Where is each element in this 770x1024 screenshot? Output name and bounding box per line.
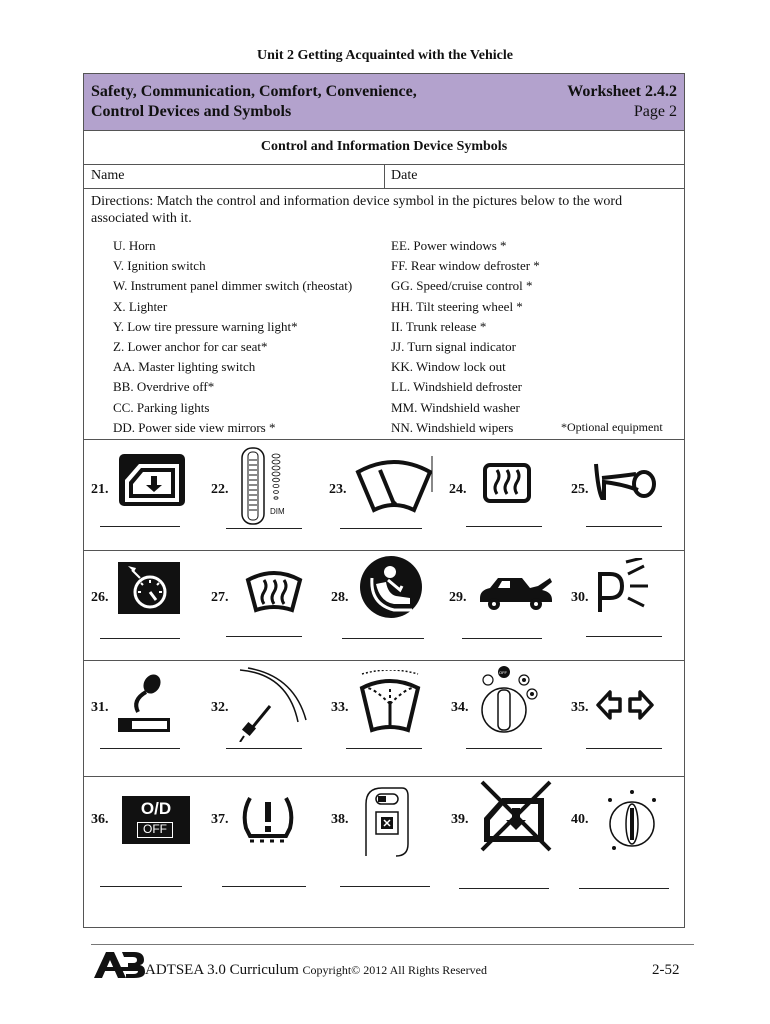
word-item: DD. Power side view mirrors *	[113, 419, 276, 435]
symbol-grid	[84, 439, 684, 929]
symbol-cell-37	[204, 776, 324, 886]
adtsea-logo-icon	[92, 950, 146, 980]
symbol-cell-33	[324, 660, 444, 770]
windshield-defroster-icon	[244, 566, 304, 616]
symbol-number: 39.	[451, 812, 469, 827]
word-item: AA. Master lighting switch	[113, 359, 256, 375]
symbol-cell-29	[444, 550, 564, 660]
word-item: JJ. Turn signal indicator	[391, 339, 516, 355]
symbol-number: 30.	[571, 590, 589, 605]
symbol-cell-22	[204, 440, 324, 550]
word-item: KK. Window lock out	[391, 359, 506, 375]
symbol-number: 40.	[571, 812, 589, 827]
symbol-number: 26.	[91, 590, 109, 605]
word-item: FF. Rear window defroster *	[391, 258, 540, 274]
symbol-number: 33.	[331, 700, 349, 715]
ignition-switch-icon	[602, 786, 662, 856]
parking-lights-icon	[592, 558, 652, 616]
answer-blank[interactable]	[346, 748, 422, 749]
word-item: MM. Windshield washer	[391, 399, 520, 415]
rear-defroster-icon	[482, 462, 532, 506]
windshield-wiper-icon	[354, 452, 434, 518]
answer-blank[interactable]	[340, 886, 430, 887]
answer-blank[interactable]	[100, 886, 182, 887]
symbol-number: 34.	[451, 700, 469, 715]
symbol-number: 28.	[331, 590, 349, 605]
answer-blank[interactable]	[579, 888, 669, 889]
word-item: Z. Lower anchor for car seat*	[113, 339, 268, 355]
unit-title: Unit 2 Getting Acquainted with the Vehicle	[257, 48, 513, 63]
od-label: O/D	[140, 799, 172, 818]
window-lockout-icon	[478, 778, 554, 854]
symbol-number: 36.	[91, 812, 109, 827]
lighter-icon	[114, 670, 174, 734]
symbol-number: 23.	[329, 482, 347, 497]
section-title: Control and Information Device Symbols	[84, 130, 684, 165]
symbol-number: 27.	[211, 590, 229, 605]
word-item: HH. Tilt steering wheel *	[391, 298, 523, 314]
symbol-cell-35	[564, 660, 684, 770]
answer-blank[interactable]	[226, 636, 302, 637]
answer-blank[interactable]	[342, 638, 424, 639]
footer-rule	[91, 944, 694, 945]
symbol-number: 24.	[449, 482, 467, 497]
symbol-number: 22.	[211, 482, 229, 497]
worksheet-number: Worksheet 2.4.2	[567, 83, 677, 100]
answer-blank[interactable]	[226, 748, 302, 749]
symbol-number: 25.	[571, 482, 589, 497]
word-item: CC. Parking lights	[113, 399, 210, 415]
symbol-cell-23	[324, 440, 444, 550]
word-item: NN. Windshield wipers	[391, 419, 514, 435]
word-item: II. Trunk release *	[391, 318, 487, 334]
answer-blank[interactable]	[466, 526, 542, 527]
answer-blank[interactable]	[222, 886, 306, 887]
symbol-number: 37.	[211, 812, 229, 827]
answer-blank[interactable]	[459, 888, 549, 889]
word-item: BB. Overdrive off*	[113, 379, 215, 395]
name-field[interactable]: Name	[91, 168, 125, 183]
footer-brand: ADTSEA 3.0 Curriculum	[145, 962, 299, 978]
word-list-right	[391, 236, 540, 438]
child-seat-anchor-icon	[358, 554, 424, 620]
optional-note: *Optional equipment	[561, 420, 663, 434]
power-mirror-icon	[362, 784, 410, 858]
symbol-cell-25	[564, 440, 684, 550]
worksheet-title-line2: Control Devices and Symbols	[91, 103, 292, 120]
symbol-cell-34	[444, 660, 564, 770]
symbol-number: 21.	[91, 482, 109, 497]
dimmer-switch-icon	[238, 446, 293, 526]
directions-text: Directions: Match the control and information device symbol in the pictures below to the word associated with it.	[91, 194, 623, 226]
turn-signal-icon	[596, 688, 654, 722]
answer-blank[interactable]	[586, 526, 662, 527]
symbol-cell-38	[324, 776, 444, 886]
word-item: GG. Speed/cruise control *	[391, 278, 533, 294]
off-label: OFF	[137, 822, 173, 838]
answer-blank[interactable]	[462, 638, 542, 639]
symbol-number: 38.	[331, 812, 349, 827]
symbol-cell-40	[564, 776, 684, 886]
worksheet-title	[91, 82, 417, 122]
worksheet-title-line1: Safety, Communication, Comfort, Convenience,	[91, 83, 417, 100]
symbol-cell-28	[324, 550, 444, 660]
off-label: OFF	[499, 670, 507, 675]
header-band	[84, 74, 684, 131]
page-number: 2-52	[652, 962, 680, 978]
tilt-steering-icon	[238, 666, 308, 742]
worksheet-frame	[83, 73, 685, 928]
answer-blank[interactable]	[586, 636, 662, 637]
word-item: V. Ignition switch	[113, 258, 206, 274]
worksheet-page: Page 2	[633, 103, 677, 120]
answer-blank[interactable]	[586, 748, 662, 749]
answer-blank[interactable]	[100, 526, 180, 527]
footer-text	[145, 962, 487, 979]
date-field[interactable]: Date	[391, 168, 418, 183]
word-item: LL. Windshield defroster	[391, 379, 523, 395]
symbol-number: 35.	[571, 700, 589, 715]
symbol-number: 31.	[91, 700, 109, 715]
tire-pressure-icon	[240, 792, 296, 844]
symbol-cell-26	[84, 550, 204, 660]
worksheet-id	[567, 82, 677, 122]
symbol-number: 32.	[211, 700, 229, 715]
symbol-cell-27	[204, 550, 324, 660]
symbol-cell-31	[84, 660, 204, 770]
windshield-washer-icon	[356, 670, 424, 736]
trunk-release-icon	[476, 572, 556, 612]
answer-blank[interactable]	[466, 748, 542, 749]
symbol-cell-32	[204, 660, 324, 770]
symbol-cell-36	[84, 776, 204, 886]
word-item: X. Lighter	[113, 298, 168, 314]
symbol-cell-24	[444, 440, 564, 550]
horn-icon	[592, 460, 658, 502]
name-date-row	[84, 164, 684, 189]
answer-blank[interactable]	[340, 528, 422, 529]
overdrive-off-icon	[122, 796, 190, 844]
word-item: EE. Power windows *	[391, 238, 507, 253]
symbol-cell-30	[564, 550, 684, 660]
master-lighting-switch-icon	[474, 664, 554, 750]
word-list-left	[113, 236, 352, 438]
symbol-cell-39	[444, 776, 564, 886]
answer-blank[interactable]	[226, 528, 302, 529]
power-window-icon	[117, 452, 189, 510]
symbol-cell-21	[84, 440, 204, 550]
cruise-control-icon	[116, 560, 182, 616]
word-item: Y. Low tire pressure warning light*	[113, 318, 298, 334]
symbol-number: 29.	[449, 590, 467, 605]
word-item: W. Instrument panel dimmer switch (rheostat)	[113, 278, 353, 294]
answer-blank[interactable]	[100, 638, 180, 639]
divider	[384, 164, 385, 188]
word-item: U. Horn	[113, 238, 156, 253]
answer-blank[interactable]	[100, 748, 180, 749]
footer-copyright: Copyright© 2012 All Rights Reserved	[302, 963, 487, 977]
dim-label: DIM	[270, 507, 285, 516]
